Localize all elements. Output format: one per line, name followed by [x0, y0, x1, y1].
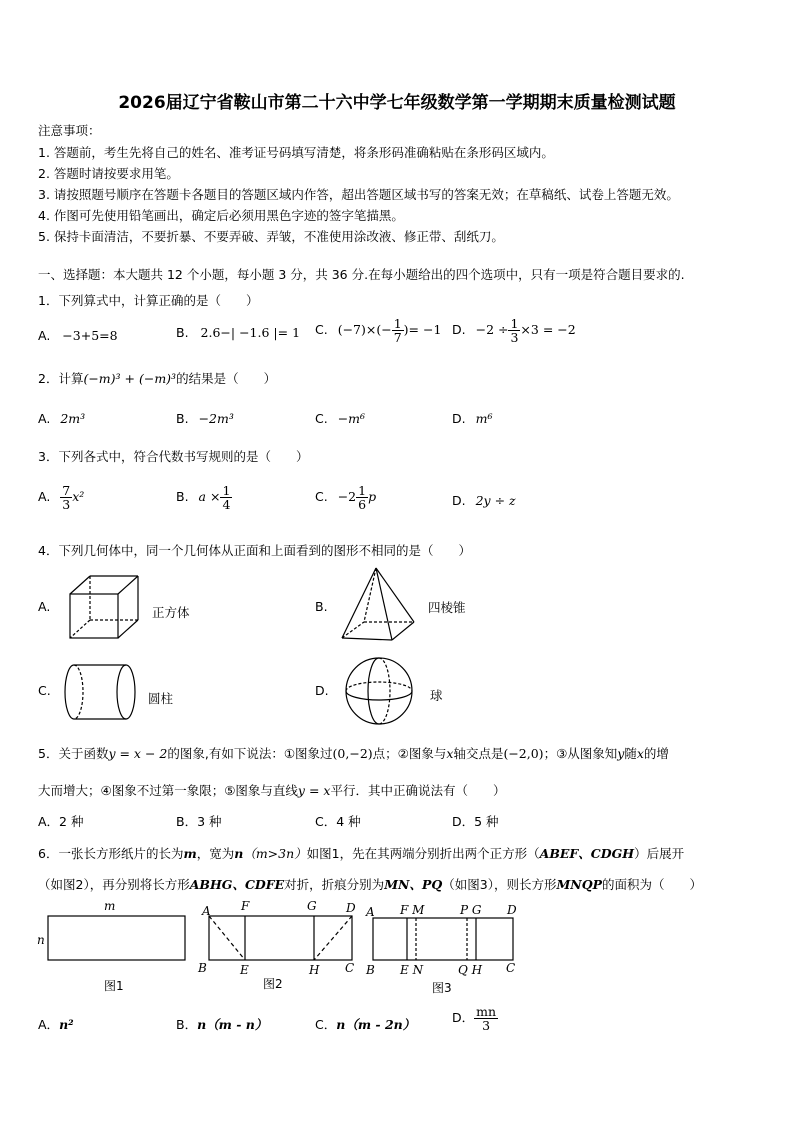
fig3-label-fm: F M	[400, 903, 425, 917]
fig3-label-d: D	[507, 903, 517, 917]
fig3-label-pg: P G	[460, 903, 482, 917]
q4-stem: 4．下列几何体中，同一个几何体从正面和上面看到的图形不相同的是（ ）	[38, 543, 471, 558]
fig3-caption: 图3	[432, 981, 452, 995]
figure-3	[362, 898, 532, 1002]
q5-option-d: D．5 种	[452, 814, 499, 829]
q2-b-label: B.	[176, 411, 189, 426]
fig2-label-h: H	[309, 963, 320, 977]
q4-b-name: 四棱锥	[428, 600, 466, 615]
q6-b-label: B．	[176, 1017, 198, 1032]
q4-a-name: 正方体	[152, 605, 190, 620]
q3-a-fraction	[60, 484, 72, 511]
q4-a-label: A.	[38, 599, 51, 614]
q3-c-label: C.	[315, 489, 328, 505]
q3-b-label: B.	[176, 489, 189, 505]
q6-b-expr: n（m - n）	[197, 1017, 268, 1032]
q2-option-d	[452, 411, 492, 426]
notice-item-2: 2. 答题时请按要求用笔。	[38, 166, 179, 181]
q1-stem: 1．下列算式中，计算正确的是（ ）	[38, 293, 259, 308]
q6-rects: ABHG、CDFE	[189, 877, 285, 892]
q1-a-label: A.	[38, 328, 51, 343]
fig1-caption: 图1	[104, 979, 124, 993]
q3-c-pre: −2	[337, 489, 357, 505]
q3-a-den: 3	[62, 497, 71, 513]
cube-figure	[66, 574, 146, 640]
q5-option-b: B．3 种	[176, 814, 222, 829]
q1-b-label: B.	[176, 325, 189, 340]
q2-c-label: C.	[315, 411, 328, 426]
q3-b-num: 1	[222, 483, 231, 498]
q2-option-c	[315, 411, 365, 426]
q6-line-2	[38, 875, 702, 893]
q1-d-num: 1	[510, 316, 519, 331]
q5-text-2a: 大而增大；④图象不过第一象限；⑤图象与直线	[38, 783, 298, 798]
q6-option-a	[38, 1015, 74, 1033]
q4-c-label: C.	[38, 683, 51, 698]
q1-d-fraction	[508, 317, 520, 344]
q3-option-b	[176, 484, 232, 511]
fig3-label-b: B	[366, 963, 375, 977]
q3-c-post: p	[368, 489, 377, 505]
q5-text-e: 点；②图象与	[372, 746, 447, 761]
q5-text-g: 轴交点是	[453, 746, 504, 761]
q3-d-expr: 2y ÷ z	[475, 493, 516, 508]
q4-b-label: B.	[315, 599, 328, 614]
q1-c-label: C.	[315, 322, 328, 338]
q1-c-num: 1	[393, 316, 402, 331]
q1-d-den: 3	[510, 330, 519, 346]
q2-stem-pre: 2．计算	[38, 371, 84, 386]
q3-b-fraction	[220, 484, 232, 511]
q3-a-label: A.	[38, 489, 51, 505]
q2-stem-post: 的结果是（ ）	[176, 371, 277, 386]
q5-func: y = x − 2	[108, 746, 168, 761]
q1-d-post: ×3 = −2	[520, 322, 576, 338]
q1-a-expr: −3+5=8	[62, 328, 118, 343]
notice-heading: 注意事项：	[38, 123, 101, 138]
fig3-label-qh: Q H	[458, 963, 483, 977]
q2-stem	[38, 369, 276, 387]
q5-text-2c: 平行．其中正确说法有（ ）	[330, 783, 506, 798]
q5-x-1: x	[446, 746, 454, 761]
q6-text-2e: （如图3），则长方形	[442, 877, 557, 892]
q6-a-expr: n²	[59, 1017, 74, 1032]
q6-text-2c: 对折，折痕分别为	[284, 877, 385, 892]
q3-a-num: 7	[62, 483, 71, 498]
q1-c-den: 7	[393, 330, 402, 346]
q6-m: m	[183, 846, 197, 861]
q3-c-fraction	[356, 484, 368, 511]
q2-c-expr: −m⁶	[337, 411, 366, 426]
notice-item-3: 3. 请按照题号顺序在答题卡各题目的答题区域内作答，超出答题区域书写的答案无效；在草稿纸、试卷上答题无效。	[38, 187, 679, 202]
fig2-label-b: B	[198, 961, 207, 975]
q3-b-den: 4	[222, 497, 231, 513]
q1-c-post: )= −1	[403, 322, 442, 338]
fig2-label-f: F	[241, 899, 250, 913]
q6-rect-mnqp: MNQP	[556, 877, 603, 892]
sphere-figure	[344, 653, 416, 729]
notice-item-5: 5. 保持卡面清洁，不要折暴、不要弄破、弄皱，不准使用涂改液、修正带、刮纸刀。	[38, 229, 504, 244]
notice-item-4: 4. 作图可先使用铅笔画出，确定后必须用黑色字迹的签字笔描黑。	[38, 208, 404, 223]
q6-c-expr: n（m - 2n）	[336, 1017, 416, 1032]
q5-point-2: (−2,0)	[503, 746, 544, 761]
q5-text-c: 的图象,有如下说法：①图象过	[167, 746, 333, 761]
q2-b-expr: −2m³	[198, 411, 234, 426]
fig1-m-label: m	[104, 899, 116, 913]
q3-option-a	[38, 484, 84, 511]
q2-a-label: A.	[38, 411, 51, 426]
q1-d-pre: −2 ÷	[475, 322, 509, 338]
q5-option-a: A．2 种	[38, 814, 84, 829]
q6-option-c	[315, 1015, 415, 1033]
fig2-caption: 图2	[263, 977, 283, 991]
fig1-n-label: n	[37, 933, 45, 947]
figure-2	[196, 898, 364, 998]
fig1-rect	[48, 916, 185, 960]
q6-text-rest1: 如图1，先在其两端分别折出两个正方形（	[306, 846, 540, 861]
fig3-label-a: A	[366, 905, 375, 919]
fig2-label-d: D	[346, 901, 356, 915]
q5-option-c: C．4 种	[315, 814, 361, 829]
q6-text-2a: （如图2），再分别将长方形	[38, 877, 190, 892]
q3-stem: 3．下列各式中，符合代数书写规则的是（ ）	[38, 449, 309, 464]
q3-d-label: D.	[452, 493, 466, 508]
q3-option-c	[315, 484, 376, 511]
fig2-label-g: G	[307, 899, 317, 913]
q5-point-1: (0,−2)	[332, 746, 373, 761]
q2-stem-expr: (−m)³ + (−m)³	[83, 371, 177, 386]
q1-option-d	[452, 317, 576, 344]
q3-a-post: x²	[72, 489, 85, 505]
q4-d-label: D.	[315, 683, 329, 698]
fig2-label-a: A	[202, 904, 211, 918]
q6-creases: MN、PQ	[384, 877, 443, 892]
page-title: 2026届辽宁省鞍山市第二十六中学七年级数学第一学期期末质量检测试题	[118, 93, 676, 113]
q6-a-label: A．	[38, 1017, 60, 1032]
q5-line-1	[38, 744, 669, 762]
q2-a-expr: 2m³	[60, 411, 86, 426]
section-heading: 一、选择题：本大题共 12 个小题，每小题 3 分，共 36 分.在每小题给出的四个选项中，只有一项是符合题目要求的.	[38, 267, 685, 282]
q5-x-2: x	[636, 746, 644, 761]
q5-text-i: ；③从图象知	[543, 746, 618, 761]
q6-option-d	[452, 1005, 498, 1032]
q2-d-label: D.	[452, 411, 466, 426]
q5-line-2	[38, 781, 505, 799]
q1-b-expr: 2.6−| −1.6 |= 1	[200, 325, 301, 340]
q4-c-name: 圆柱	[148, 691, 174, 706]
pyramid-figure	[340, 566, 420, 642]
q1-d-label: D.	[452, 322, 466, 338]
q3-option-d	[452, 493, 516, 508]
fig3-label-c: C	[506, 961, 516, 975]
q5-text-m: 的增	[643, 746, 669, 761]
cylinder-figure	[64, 663, 140, 723]
q5-line-eq: y = x	[297, 783, 331, 798]
q6-text-2g: 的面积为（ ）	[602, 877, 703, 892]
q6-option-b	[176, 1015, 267, 1033]
q3-b-pre: a ×	[198, 489, 221, 505]
q2-option-a	[38, 411, 85, 426]
fig2-label-e: E	[240, 963, 249, 977]
q5-text-a: 5．关于函数	[38, 746, 109, 761]
q1-option-b	[176, 325, 300, 340]
q6-text-rest2: ）后展开	[634, 846, 685, 861]
q2-d-expr: m⁶	[475, 411, 493, 426]
q1-option-a	[38, 328, 118, 343]
q2-option-b	[176, 411, 234, 426]
q3-c-den: 6	[358, 497, 367, 513]
fig2-label-c: C	[345, 961, 355, 975]
figure-1	[36, 898, 196, 998]
q6-d-den: 3	[482, 1018, 491, 1034]
q4-d-name: 球	[430, 688, 443, 703]
q6-d-num: mn	[476, 1004, 497, 1019]
q6-line-1	[38, 844, 684, 862]
q5-text-k: 随	[624, 746, 637, 761]
q1-c-pre: (−7)×(−	[337, 322, 392, 338]
q6-squares: ABEF、CDGH	[539, 846, 635, 861]
q6-n: n	[234, 846, 244, 861]
q6-c-label: C．	[315, 1017, 337, 1032]
notice-item-1: 1. 答题前，考生先将自己的姓名、准考证号码填写清楚，将条形码准确粘贴在条形码区域内。	[38, 145, 554, 160]
q6-text-1: 6．一张长方形纸片的长为	[38, 846, 184, 861]
q5-y: y	[617, 746, 625, 761]
fig3-label-en: E N	[400, 963, 424, 977]
q3-c-num: 1	[358, 483, 367, 498]
q1-option-c	[315, 317, 441, 344]
q6-text-w: ，宽为	[196, 846, 235, 861]
q6-cond: （m>3n）	[243, 846, 307, 861]
q1-c-fraction	[392, 317, 404, 344]
q6-d-label: D．	[452, 1010, 475, 1026]
q6-d-fraction	[474, 1005, 498, 1032]
